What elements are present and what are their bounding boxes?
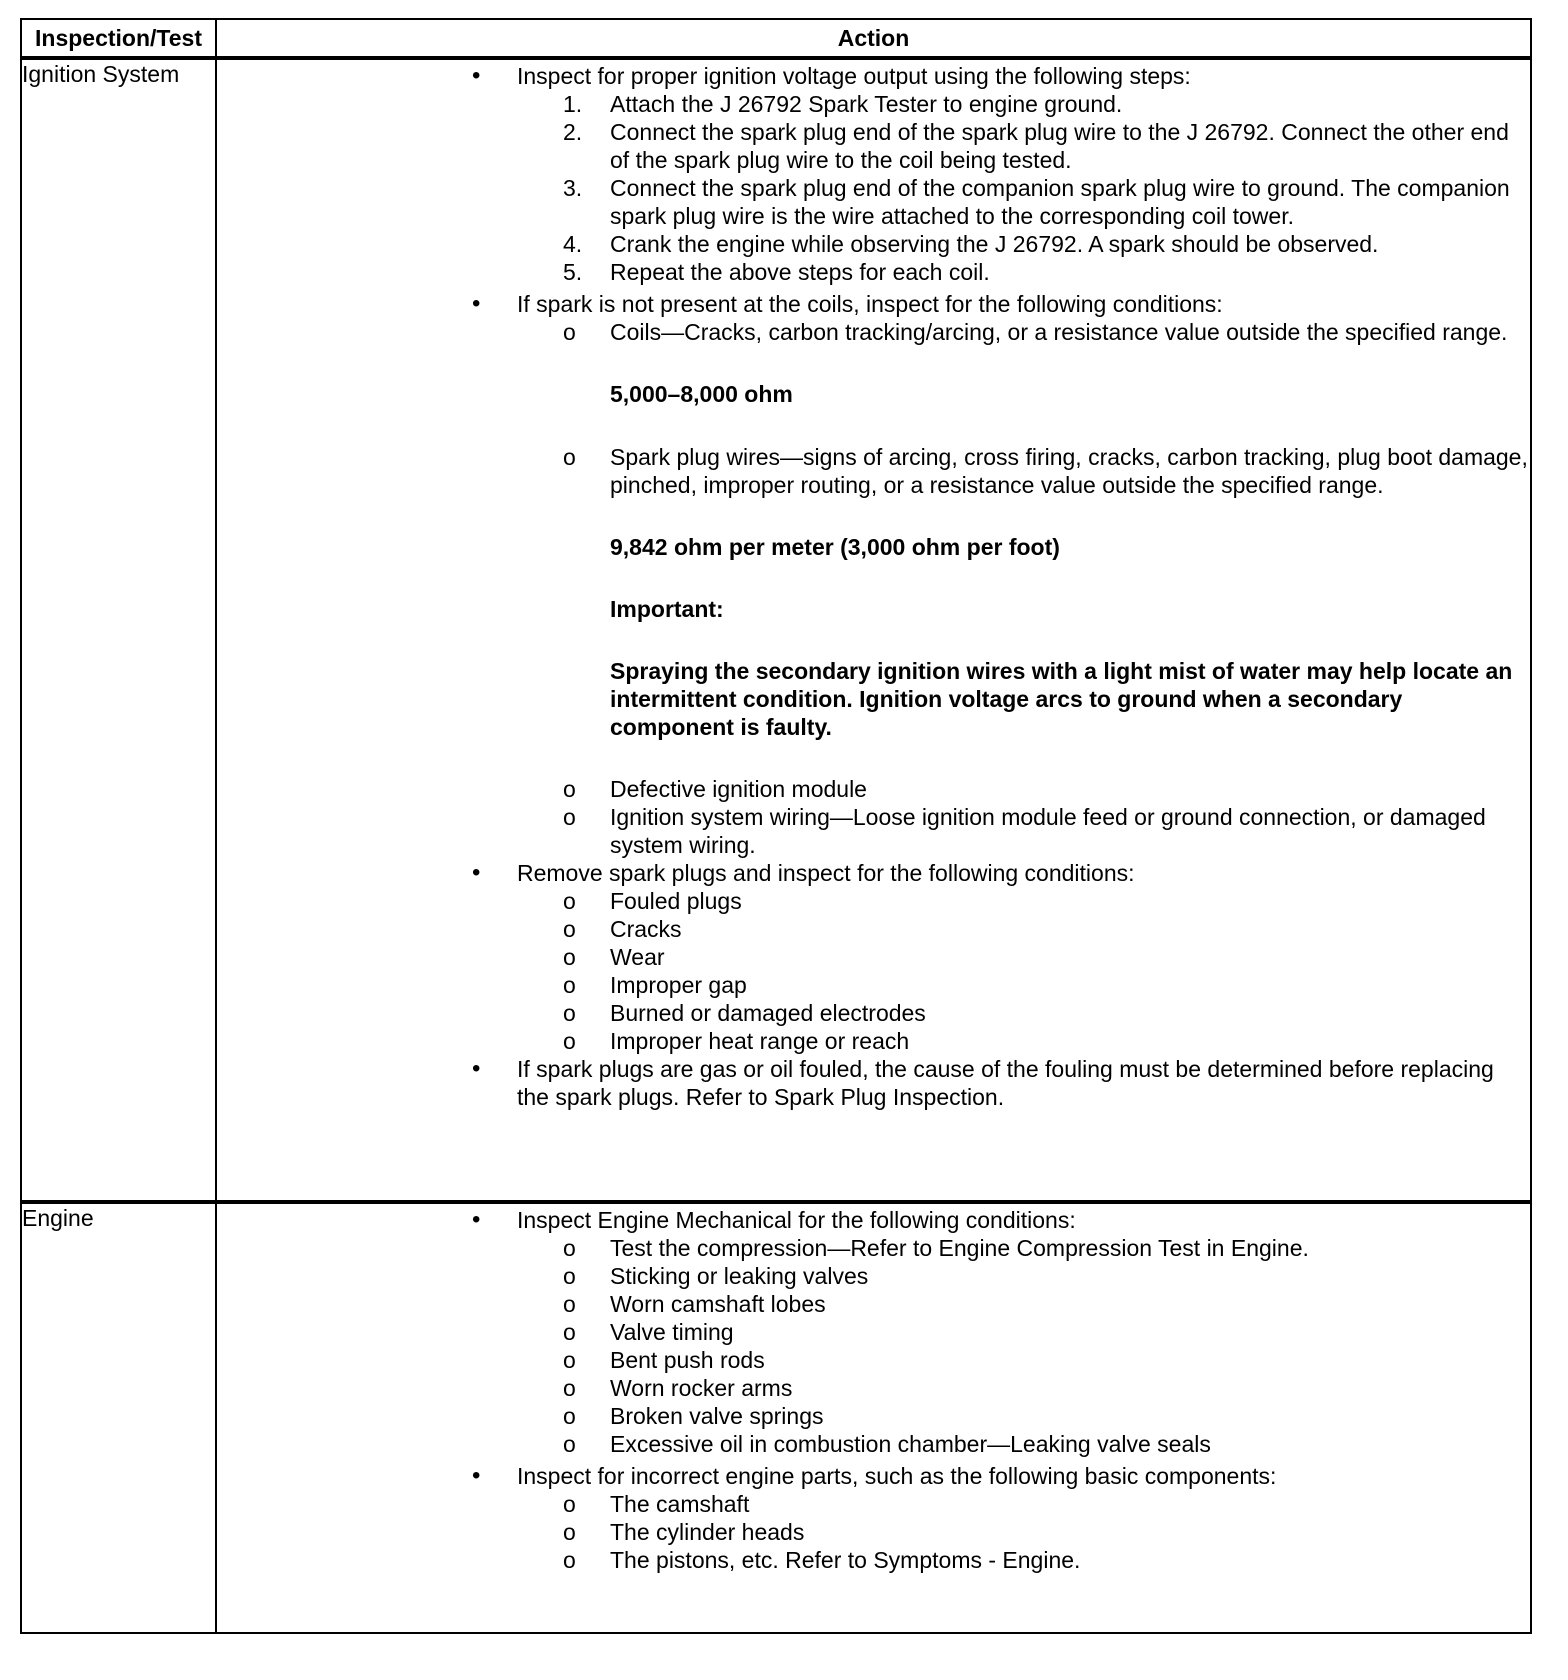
- engine-condition-text: Valve timing: [610, 1319, 734, 1345]
- engine-condition: [217, 1318, 1530, 1346]
- engine-part-text: The pistons, etc. Refer to Symptoms - Engine.: [610, 1547, 1081, 1573]
- engine-condition: [217, 1402, 1530, 1430]
- sub-marker: o: [563, 972, 576, 998]
- sub-marker: o: [563, 1547, 576, 1573]
- step-item: [217, 118, 1530, 174]
- bullet-item: • If spark plugs are gas or oil fouled, the cause of the fouling must be determined before replacing the spark plugs. Refer to Spark Plug Inspection.: [217, 1055, 1530, 1111]
- plug-condition-text: Wear: [610, 944, 665, 970]
- ignition-row: [21, 58, 1531, 1202]
- plug-condition-text: Improper gap: [610, 972, 747, 998]
- sub-marker: o: [563, 1000, 576, 1026]
- step-number: 1.: [563, 91, 583, 117]
- engine-part-text: The camshaft: [610, 1491, 750, 1517]
- engine-condition-text: Worn rocker arms: [610, 1375, 793, 1401]
- step-text: Crank the engine while observing the J 26792. A spark should be observed.: [610, 231, 1379, 257]
- bullet-item: • Inspect for proper ignition voltage output using the following steps:: [217, 62, 1530, 90]
- resistance-spec: 5,000–8,000 ohm: [610, 381, 793, 407]
- step-number: 2.: [563, 119, 583, 145]
- step-text: Attach the J 26792 Spark Tester to engine ground.: [610, 91, 1123, 117]
- step-number: 4.: [563, 231, 583, 257]
- sub-marker: o: [563, 1263, 576, 1289]
- engine-part: [217, 1490, 1530, 1518]
- engine-condition: [217, 1262, 1530, 1290]
- sub-marker: o: [563, 1235, 576, 1261]
- ignition-label: Ignition System: [21, 58, 216, 1202]
- plug-condition: [217, 999, 1530, 1027]
- engine-condition: [217, 1374, 1530, 1402]
- plug-condition: [217, 971, 1530, 999]
- sub-marker: o: [563, 1291, 576, 1317]
- plug-condition-text: Improper heat range or reach: [610, 1028, 910, 1054]
- step-item: [217, 258, 1530, 286]
- step-number: 3.: [563, 175, 583, 201]
- step-number: 5.: [563, 259, 583, 285]
- plug-condition-text: Burned or damaged electrodes: [610, 1000, 926, 1026]
- engine-condition-text: Broken valve springs: [610, 1403, 824, 1429]
- resistance-spec: 9,842 ohm per meter (3,000 ohm per foot): [610, 534, 1060, 560]
- sub-marker: o: [563, 888, 576, 914]
- important-text: Spraying the secondary ignition wires with a light mist of water may help locate an intermittent condition. Ignition voltage arcs to ground when a secondary component is faulty.: [610, 658, 1513, 740]
- header-inspection: Inspection/Test: [21, 19, 216, 58]
- engine-condition: [217, 1430, 1530, 1458]
- step-text: Connect the spark plug end of the spark plug wire to the J 26792. Connect the other end of the spark plug wire to the coil being tested.: [610, 119, 1509, 173]
- header-action: Action: [216, 19, 1531, 58]
- bullet-item: • Remove spark plugs and inspect for the following conditions:: [217, 859, 1530, 887]
- condition-text: Spark plug wires—signs of arcing, cross firing, cracks, carbon tracking, plug boot damage, pinched, improper routing, or a resistance value outside the specified range.: [610, 444, 1528, 498]
- plug-condition: [217, 887, 1530, 915]
- bullet-item: • Inspect Engine Mechanical for the following conditions:: [217, 1206, 1530, 1234]
- step-text: Repeat the above steps for each coil.: [610, 259, 990, 285]
- engine-condition: [217, 1346, 1530, 1374]
- sub-marker: o: [563, 1491, 576, 1517]
- sub-marker: o: [563, 916, 576, 942]
- engine-part-text: The cylinder heads: [610, 1519, 805, 1545]
- sub-marker: o: [563, 776, 576, 802]
- sub-marker: o: [563, 1028, 576, 1054]
- step-item: [217, 230, 1530, 258]
- engine-condition: [217, 1290, 1530, 1318]
- sub-marker: o: [563, 1375, 576, 1401]
- engine-condition-text: Excessive oil in combustion chamber—Leaking valve seals: [610, 1431, 1211, 1457]
- condition-text: Defective ignition module: [610, 776, 867, 802]
- sub-marker: o: [563, 1347, 576, 1373]
- engine-condition-text: Sticking or leaking valves: [610, 1263, 869, 1289]
- condition-item: [217, 803, 1530, 859]
- plug-condition-text: Fouled plugs: [610, 888, 742, 914]
- condition-text: Coils—Cracks, carbon tracking/arcing, or a resistance value outside the specified range.: [610, 319, 1508, 345]
- engine-action: [216, 1202, 1531, 1633]
- ignition-action: [216, 58, 1531, 1202]
- step-item: [217, 174, 1530, 230]
- plug-condition-text: Cracks: [610, 916, 682, 942]
- sub-marker: o: [563, 1431, 576, 1457]
- important-label: Important:: [610, 596, 724, 622]
- sub-marker: o: [563, 1519, 576, 1545]
- engine-condition-text: Test the compression—Refer to Engine Compression Test in Engine.: [610, 1235, 1309, 1261]
- engine-label: Engine: [21, 1202, 216, 1633]
- condition-item: [217, 318, 1530, 346]
- sub-marker: o: [563, 1403, 576, 1429]
- plug-condition: [217, 915, 1530, 943]
- engine-part: [217, 1518, 1530, 1546]
- sub-marker: o: [563, 804, 576, 830]
- step-text: Connect the spark plug end of the companion spark plug wire to ground. The companion spark plug wire is the wire attached to the corresponding coil tower.: [610, 175, 1510, 229]
- sub-marker: o: [563, 444, 576, 470]
- sub-marker: o: [563, 1319, 576, 1345]
- plug-condition: [217, 943, 1530, 971]
- bullet-item: • Inspect for incorrect engine parts, such as the following basic components:: [217, 1462, 1530, 1490]
- engine-part: [217, 1546, 1530, 1574]
- engine-condition-text: Bent push rods: [610, 1347, 765, 1373]
- engine-condition-text: Worn camshaft lobes: [610, 1291, 826, 1317]
- inspection-table: [20, 18, 1532, 1634]
- condition-text: Ignition system wiring—Loose ignition module feed or ground connection, or damaged system wiring.: [610, 804, 1486, 858]
- sub-marker: o: [563, 319, 576, 345]
- step-item: [217, 90, 1530, 118]
- engine-row: [21, 1202, 1531, 1633]
- plug-condition: [217, 1027, 1530, 1055]
- condition-item: [217, 443, 1530, 499]
- bullet-item: • If spark is not present at the coils, inspect for the following conditions:: [217, 290, 1530, 318]
- condition-item: [217, 775, 1530, 803]
- engine-condition: [217, 1234, 1530, 1262]
- sub-marker: o: [563, 944, 576, 970]
- header-row: [21, 19, 1531, 58]
